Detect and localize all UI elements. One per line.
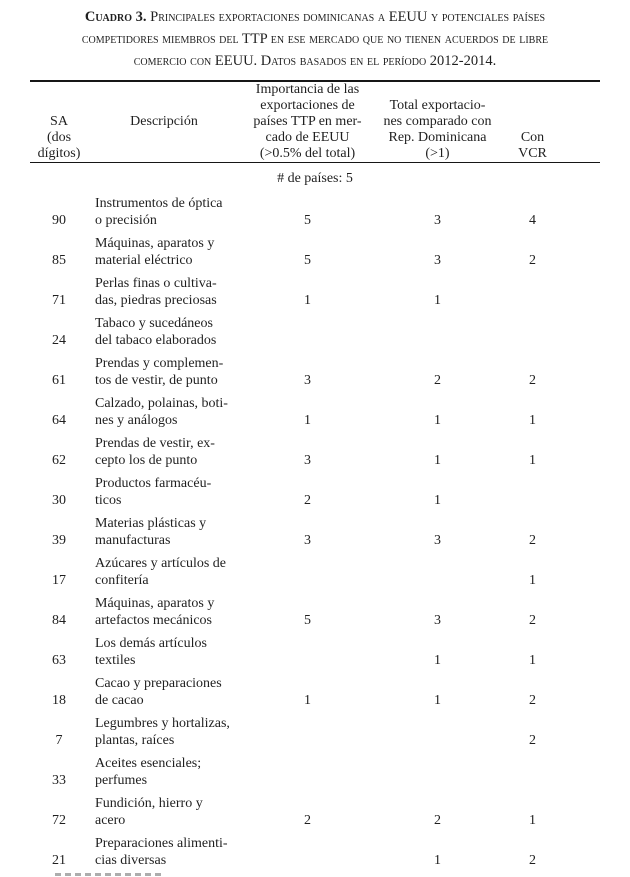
tot-cell: 1 xyxy=(434,293,441,308)
sa-cell: 30 xyxy=(52,493,66,508)
vcr-cell: 4 xyxy=(529,213,536,228)
imp-cell: 5 xyxy=(304,613,311,628)
sa-cell: 90 xyxy=(52,213,66,228)
vcr-cell: 1 xyxy=(529,813,536,828)
caption-line-1-text: Principales exportaciones dominicanas a EEUU y potenciales países xyxy=(146,9,546,25)
tot-cell: 1 xyxy=(434,853,441,868)
tot-cell: 1 xyxy=(434,413,441,428)
table-row xyxy=(30,192,600,232)
sa-cell: 18 xyxy=(52,693,66,708)
tot-cell: 3 xyxy=(434,613,441,628)
imp-cell: 3 xyxy=(304,453,311,468)
header-importancia: Importancia de las exportaciones de países TTP en mer- cado de EEUU (>0.5% del total) xyxy=(253,82,362,161)
table-row xyxy=(30,832,600,872)
table-row xyxy=(30,272,600,312)
caption-line-1 xyxy=(25,6,605,28)
vcr-cell: 2 xyxy=(529,853,536,868)
vcr-cell: 2 xyxy=(529,373,536,388)
desc-cell: Tabaco y sucedáneos del tabaco elaborados xyxy=(95,316,217,348)
caption-line-2: competidores miembros del TTP en ese mercado que no tienen acuerdos de libre xyxy=(81,31,549,47)
header-descripcion: Descripción xyxy=(130,114,198,129)
table-row xyxy=(30,592,600,632)
desc-cell: Prendas de vestir, ex- cepto los de punto xyxy=(95,436,215,468)
table-row xyxy=(30,352,600,392)
clipped-next-row-fragment xyxy=(55,873,163,876)
sa-cell: 39 xyxy=(52,533,66,548)
sa-cell: 63 xyxy=(52,653,66,668)
desc-cell: Prendas y complemen- tos de vestir, de punto xyxy=(95,356,224,388)
table-row xyxy=(30,512,600,552)
imp-cell: 5 xyxy=(304,253,311,268)
sa-cell: 21 xyxy=(52,853,66,868)
table-row xyxy=(30,392,600,432)
imp-cell: 5 xyxy=(304,213,311,228)
tot-cell: 3 xyxy=(434,213,441,228)
table-row xyxy=(30,752,600,792)
imp-cell: 1 xyxy=(304,293,311,308)
table-row xyxy=(30,632,600,672)
table-row xyxy=(30,672,600,712)
desc-cell: Cacao y preparaciones de cacao xyxy=(95,676,222,708)
tot-cell: 1 xyxy=(434,453,441,468)
data-table xyxy=(30,80,600,872)
table-row xyxy=(30,232,600,272)
table-header-row xyxy=(30,82,600,162)
sa-cell: 24 xyxy=(52,333,66,348)
table-row xyxy=(30,472,600,512)
vcr-cell: 1 xyxy=(529,413,536,428)
sa-cell: 33 xyxy=(52,773,66,788)
num-paises-subheader: # de países: 5 xyxy=(277,171,353,186)
caption-label: Cuadro 3. xyxy=(84,9,147,25)
vcr-cell: 1 xyxy=(529,653,536,668)
header-con-vcr: Con VCR xyxy=(518,130,547,161)
sa-cell: 71 xyxy=(52,293,66,308)
sa-cell: 84 xyxy=(52,613,66,628)
header-sa: SA (dos dígitos) xyxy=(37,114,81,161)
vcr-cell: 2 xyxy=(529,693,536,708)
desc-cell: Aceites esenciales; perfumes xyxy=(95,756,202,788)
header-total-exportaciones: Total exportacio- nes comparado con Rep. Dominicana (>1) xyxy=(383,98,492,161)
desc-cell: Máquinas, aparatos y artefactos mecánicos xyxy=(95,596,215,628)
desc-cell: Instrumentos de óptica o precisión xyxy=(95,196,223,228)
caption-line-3: comercio con EEUU. Datos basados en el período 2012-2014. xyxy=(133,53,497,69)
table-row xyxy=(30,432,600,472)
tot-cell: 1 xyxy=(434,653,441,668)
sa-cell: 7 xyxy=(55,733,63,748)
sa-cell: 61 xyxy=(52,373,66,388)
imp-cell: 3 xyxy=(304,533,311,548)
tot-cell: 2 xyxy=(434,373,441,388)
desc-cell: Legumbres y hortalizas, plantas, raíces xyxy=(95,716,230,748)
imp-cell: 3 xyxy=(304,373,311,388)
sa-cell: 17 xyxy=(52,573,66,588)
desc-cell: Productos farmacéu- ticos xyxy=(95,476,212,508)
desc-cell: Preparaciones alimenti- cias diversas xyxy=(95,836,228,868)
sa-cell: 85 xyxy=(52,253,66,268)
sa-cell: 64 xyxy=(52,413,66,428)
table-row xyxy=(30,712,600,752)
table-row xyxy=(30,312,600,352)
tot-cell: 3 xyxy=(434,253,441,268)
header-spacer xyxy=(565,82,600,162)
table-row xyxy=(30,792,600,832)
desc-cell: Máquinas, aparatos y material eléctrico xyxy=(95,236,215,268)
vcr-cell: 2 xyxy=(529,613,536,628)
vcr-cell: 1 xyxy=(529,453,536,468)
tot-cell: 2 xyxy=(434,813,441,828)
desc-cell: Calzado, polainas, boti- nes y análogos xyxy=(95,396,228,428)
sa-cell: 72 xyxy=(52,813,66,828)
vcr-cell: 1 xyxy=(529,573,536,588)
tot-cell: 3 xyxy=(434,533,441,548)
imp-cell: 2 xyxy=(304,493,311,508)
desc-cell: Fundición, hierro y acero xyxy=(95,796,203,828)
vcr-cell: 2 xyxy=(529,733,536,748)
desc-cell: Azúcares y artículos de confitería xyxy=(95,556,226,588)
table-caption xyxy=(25,6,605,72)
table-body xyxy=(30,192,600,872)
vcr-cell: 2 xyxy=(529,253,536,268)
desc-cell: Los demás artículos textiles xyxy=(95,636,207,668)
imp-cell: 1 xyxy=(304,413,311,428)
sa-cell: 62 xyxy=(52,453,66,468)
tot-cell: 1 xyxy=(434,693,441,708)
desc-cell: Materias plásticas y manufacturas xyxy=(95,516,207,548)
table-row xyxy=(30,552,600,592)
vcr-cell: 2 xyxy=(529,533,536,548)
imp-cell: 1 xyxy=(304,693,311,708)
imp-cell: 2 xyxy=(304,813,311,828)
tot-cell: 1 xyxy=(434,493,441,508)
desc-cell: Perlas finas o cultiva- das, piedras preciosas xyxy=(95,276,217,308)
